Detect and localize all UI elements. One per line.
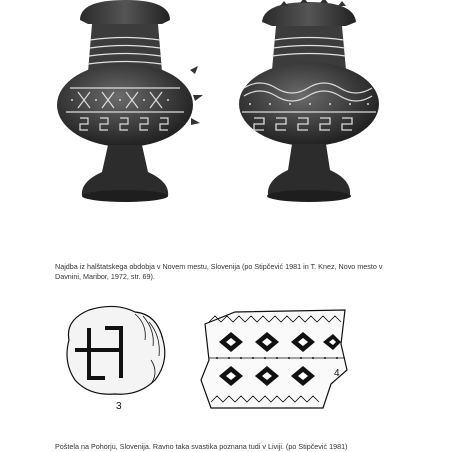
fragments-drawing <box>55 300 355 420</box>
left-urn <box>57 0 203 202</box>
fragment-4-sherd <box>201 310 347 408</box>
urns-photo <box>50 0 400 215</box>
right-urn <box>239 0 379 202</box>
figure-label-3: 3 <box>116 401 122 412</box>
caption-top: Najdba iz halštatskega obdobja v Novem mestu, Slovenija (po Stipčević 1981 in T. Knez, Novo mesto v Davnini, Maribor, 1972, str. 69). <box>55 262 383 281</box>
fragment-3-swastika <box>67 306 165 394</box>
caption-bottom: Poštela na Pohorju, Slovenija. Ravno taka svastika poznana tudi v Liviji. (po Stipčević 1981) <box>55 442 348 451</box>
figure-label-4: 4 <box>334 368 340 379</box>
